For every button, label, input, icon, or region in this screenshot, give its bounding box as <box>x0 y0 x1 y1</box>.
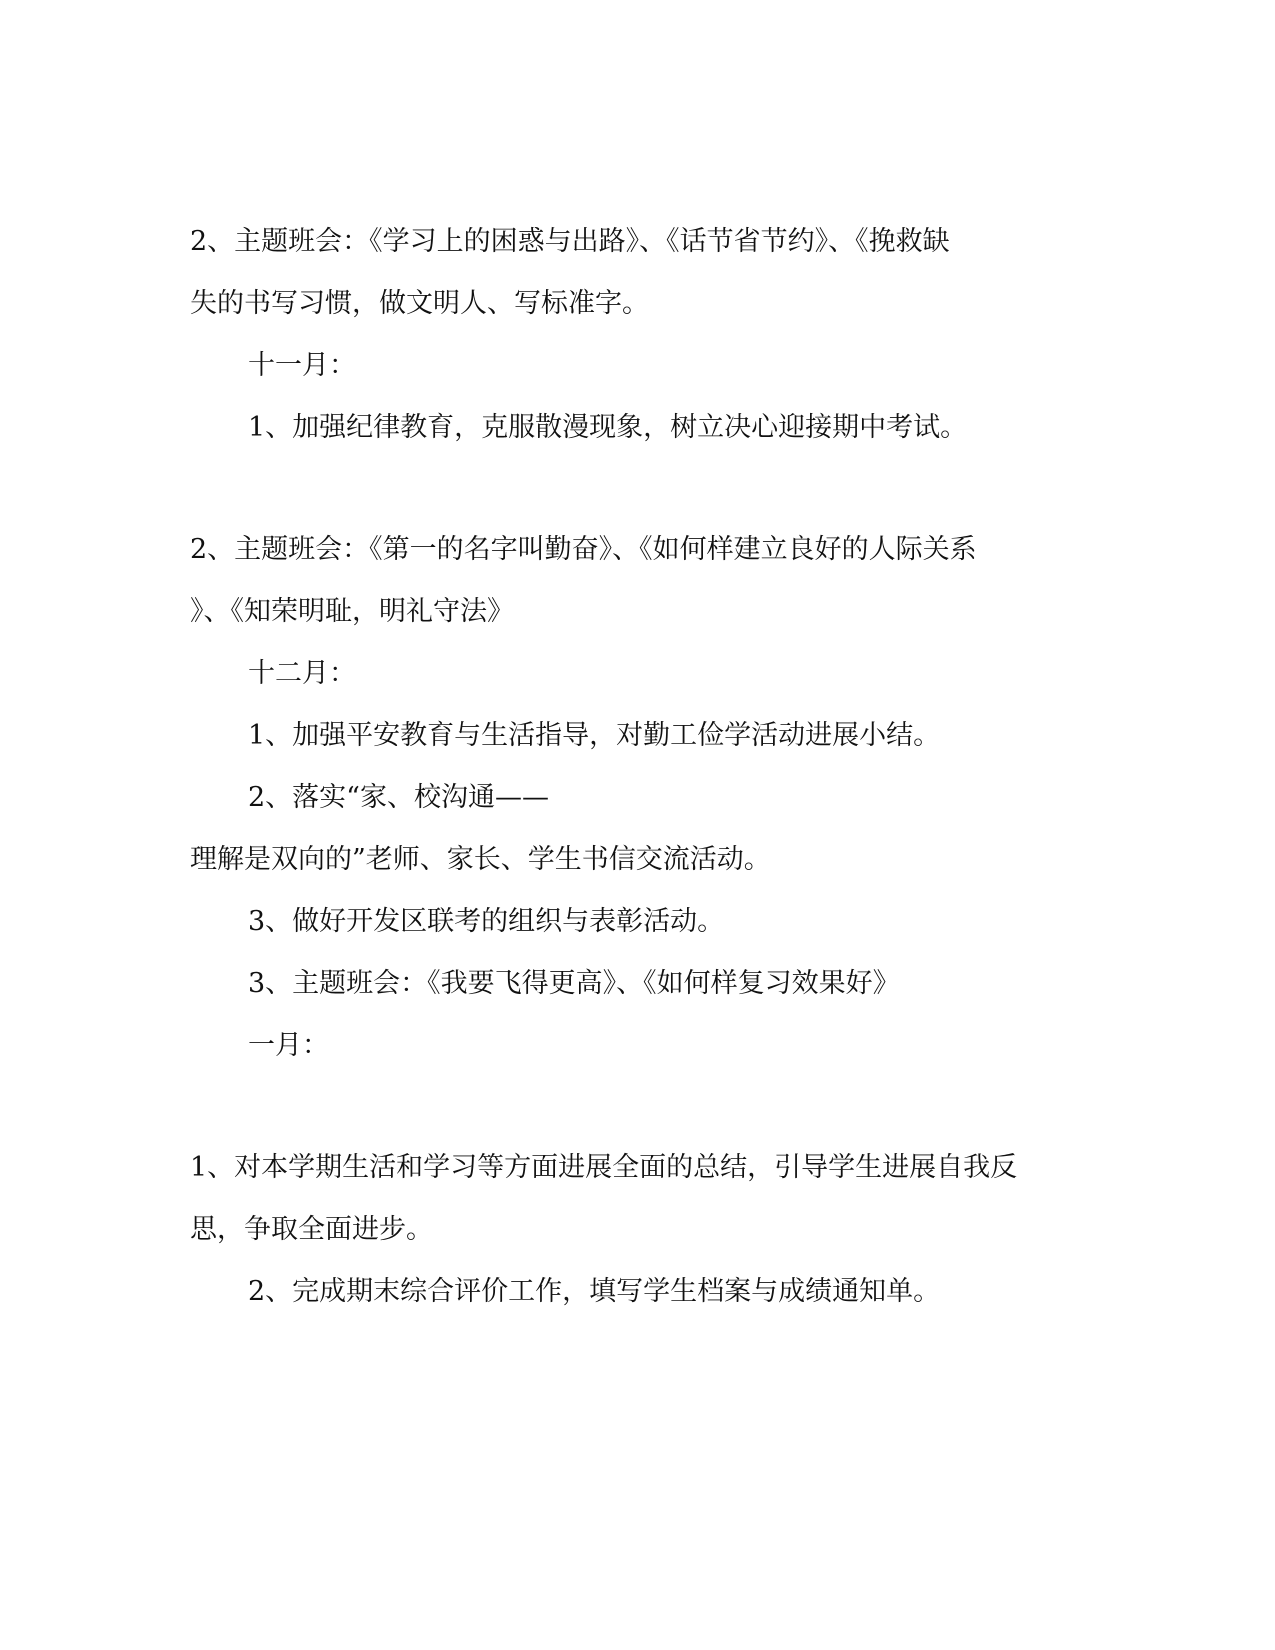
paragraph-line: 1、加强平安教育与生活指导，对勤工俭学活动进展小结。 <box>248 720 941 751</box>
month-heading: 十一月： <box>248 350 356 381</box>
paragraph-line: 2、落实“家、校沟通—— <box>248 782 549 813</box>
paragraph-line: 失的书写习惯，做文明人、写标准字。 <box>190 288 649 319</box>
paragraph-line: 理解是双向的”老师、家长、学生书信交流活动。 <box>190 844 771 875</box>
paragraph-line: 3、做好开发区联考的组织与表彰活动。 <box>248 906 725 937</box>
paragraph-line: 思，争取全面进步。 <box>190 1214 433 1245</box>
paragraph-line: 2、主题班会：《学习上的困惑与出路》、《话节省节约》、《挽救缺 <box>190 226 950 257</box>
month-heading: 十二月： <box>248 658 356 689</box>
paragraph-line: 3、主题班会：《我要飞得更高》、《如何样复习效果好》 <box>248 968 900 999</box>
paragraph-line: 2、完成期末综合评价工作，填写学生档案与成绩通知单。 <box>248 1276 941 1307</box>
month-heading: 一月： <box>248 1030 329 1061</box>
paragraph-line: 1、对本学期生活和学习等方面进展全面的总结，引导学生进展自我反 <box>190 1152 1018 1183</box>
paragraph-line: 1、加强纪律教育，克服散漫现象，树立决心迎接期中考试。 <box>248 412 968 443</box>
paragraph-line: 2、主题班会：《第一的名字叫勤奋》、《如何样建立良好的人际关系 <box>190 534 977 565</box>
paragraph-line: 》、《知荣明耻，明礼守法》 <box>190 596 514 627</box>
